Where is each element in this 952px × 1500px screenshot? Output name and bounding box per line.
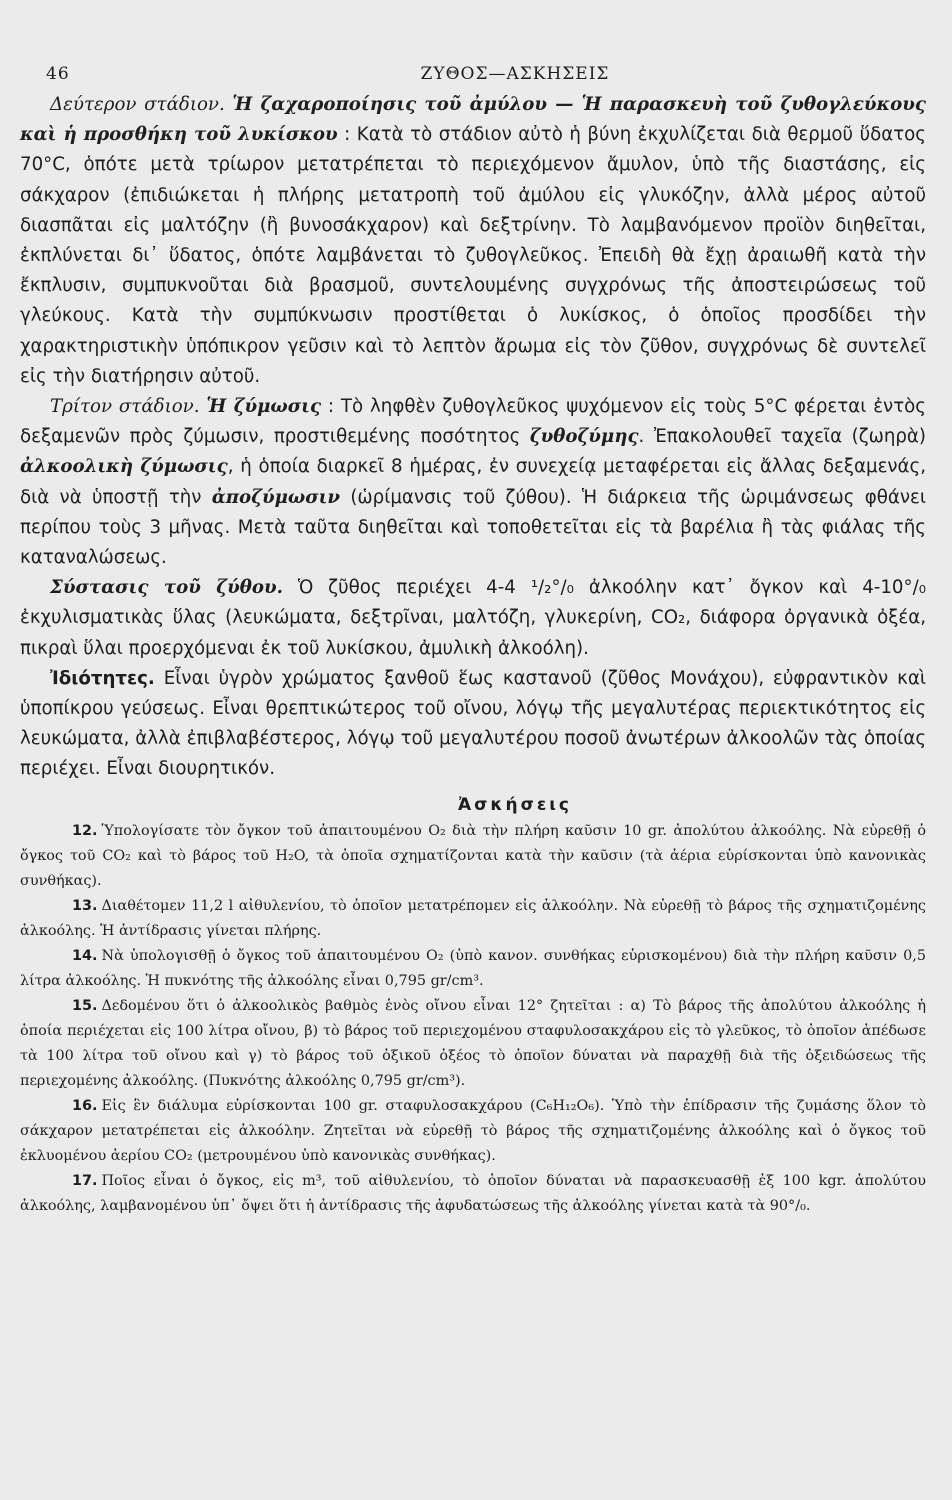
- exercise-text: Νὰ ὑπολογισθῇ ὁ ὄγκος τοῦ ἀπαιτουμένου O₂ (ὑπὸ κανον. συνθήκας εὑρισκομένου) διὰ τὴν πλήρη καῦσιν 0,5 λίτρα ἀλκοόλης. Ἡ πυκνότης τῆς ἀλκοόλης εἶναι 0,795 gr/cm³.: [20, 947, 926, 989]
- exercise-text: Διαθέτομεν 11,2 l αἰθυλενίου, τὸ ὁποῖον μετατρέπομεν εἰς ἀλκοόλην. Νὰ εὑρεθῇ τὸ βάρος τῆς σχηματιζομένης ἀλκοόλης. Ἡ ἀντίδρασις γίνεται πλήρης.: [20, 897, 926, 939]
- exercise-item: [20, 819, 926, 894]
- exercise-number: 16.: [72, 1097, 98, 1114]
- stage-three-text-4: (ὡρίμανσις τοῦ ζύθου). Ἡ διάρκεια τῆς ὡριμάνσεως φθάνει περίπου τοὺς 3 μῆνας. Μετὰ ταῦτα διηθεῖται καὶ τοποθετεῖται εἰς τὰ βαρέλια ἢ τὰς φιάλας τῆς καταναλώσεως.: [20, 486, 926, 569]
- exercise-number: 17.: [72, 1172, 98, 1189]
- page-number: 46: [46, 64, 70, 84]
- exercises-list: [20, 819, 926, 1219]
- composition-heading: Σύστασις τοῦ ζύθου.: [50, 577, 283, 599]
- exercise-item: [20, 1169, 926, 1219]
- exercise-item: [20, 994, 926, 1094]
- properties-heading: Ἰδιότητες.: [50, 667, 155, 689]
- exercises-heading: Ἀσκήσεις: [458, 794, 572, 815]
- stage-three-heading: Ἡ ζύμωσις: [206, 396, 322, 418]
- paragraph-stage-three: [20, 392, 926, 573]
- exercise-item: [20, 944, 926, 994]
- stage-two-heading: Ἡ ζαχαροποίησις τοῦ ἀμύλου — Ἡ παρασκευὴ τοῦ ζυθογλεύκους καὶ ἡ προσθήκη τοῦ λυκίσκου: [20, 94, 926, 146]
- running-title: ΖΥΘΟΣ—ΑΣΚΗΣΕΙΣ: [420, 64, 610, 84]
- exercise-number: 15.: [72, 997, 98, 1014]
- properties-text: Εἶναι ὑγρὸν χρώματος ξανθοῦ ἕως καστανοῦ (ζῦθος Μονάχου), εὐφραντικὸν καὶ ὑποπίκρου γεύσεως. Εἶναι θρεπτικώτερος τοῦ οἴνου, λόγῳ τῆς μεγαλυτέρας περιεκτικότητος εἰς λευκώματα, ἀλλὰ ἐπιβλαβέστερος, λόγῳ τοῦ μεγαλυτέρου ποσοῦ ἀνωτέρων ἀλκοολῶν τὰς ὁποίας περιέχει. Εἶναι διουρητικόν.: [20, 667, 926, 780]
- composition-text: Ὁ ζῦθος περιέχει 4-4 ¹/₂°/₀ ἀλκοόλην κατ᾽ ὄγκον καὶ 4-10°/₀ ἐκχυλισματικὰς ὕλας (λευκώματα, δεξτρῖναι, μαλτόζη, γλυκερίνη, CO₂, διάφορα ὀργανικὰ ὀξέα, πικραὶ ὕλαι προερχόμεναι ἐκ τοῦ λυκίσκου, ἀμυλικὴ ἀλκοόλη).: [20, 577, 926, 659]
- paragraph-properties: [20, 664, 926, 785]
- term-yeast: ζυθοζύμης: [529, 426, 639, 448]
- exercise-text: Δεδομένου ὅτι ὁ ἀλκοολικὸς βαθμὸς ἑνὸς οἴνου εἶναι 12° ζητεῖται : α) Τὸ βάρος τῆς ἀπολύτου ἀλκοόλης ἡ ὁποία περιέχεται εἰς 100 λίτρα οἴνου, β) τὸ βάρος τοῦ περιεχομένου σταφυλοσακχάρου εἰς τὸ γλεῦκος, τὸ ὁποῖον ἀπέδωσε τὰ 100 λίτρα τοῦ οἴνου καὶ γ) τὸ βάρος τοῦ ὀξικοῦ ὀξέος τὸ ὁποῖον δύναται νὰ παραχθῇ διὰ τῆς ὀξειδώσεως τῆς περιεχομένης ἀλκοόλης. (Πυκνότης ἀλκοόλης 0,795 gr/cm³).: [20, 997, 926, 1089]
- stage-three-text-1: : Τὸ ληφθὲν ζυθογλεῦκος ψυχόμενον εἰς τοὺς 5°C φέρεται ἐντὸς δεξαμενῶν πρὸς ζύμωσιν, προστιθεμένης ποσότητος: [20, 396, 926, 448]
- term-post-fermentation: ἀποζύμωσιν: [211, 486, 341, 508]
- term-alcoholic-fermentation: ἀλκοολικὴ ζύμωσις: [20, 456, 228, 478]
- exercise-text: Ὑπολογίσατε τὸν ὄγκον τοῦ ἀπαιτουμένου O₂ διὰ τὴν πλήρη καῦσιν 10 gr. ἀπολύτου ἀλκοόλης. Νὰ εὑρεθῇ ὁ ὄγκος τοῦ CO₂ καὶ τὸ βάρος τοῦ H₂O, τὰ ὁποῖα σχηματίζονται κατὰ τὴν καῦσιν (τὰ ἀέρια εὑρίσκονται ὑπὸ κανονικὰς συνθήκας).: [20, 822, 926, 889]
- stage-two-text: : Κατὰ τὸ στάδιον αὐτὸ ἡ βύνη ἐκχυλίζεται διὰ θερμοῦ ὕδατος 70°C, ὁπότε μετὰ τρίωρον μετατρέπεται τὸ περιεχόμενον ἄμυλον, ὑπὸ τῆς διαστάσης, εἰς σάκχαρον (ἐπιδιώκεται ἡ πλήρης μετατροπὴ τοῦ ἀμύλου εἰς γλυκόζην, ἀλλὰ μέρος αὐτοῦ διασπᾶται εἰς μαλτόζην (ἢ βυνοσάκχαρον) καὶ δεξτρίνην. Τὸ λαμβανόμενον προϊὸν διηθεῖται, ἐκπλύνεται δι᾽ ὕδατος, ὁπότε λαμβάνεται τὸ ζυθογλεῦκος. Ἐπειδὴ θὰ ἔχῃ ἀραιωθῆ κατὰ τὴν ἔκπλυσιν, συμπυκνοῦται διὰ βρασμοῦ, συντελουμένης συγχρόνως τῆς ἀποστειρώσεως τοῦ γλεύκους. Κατὰ τὴν συμπύκνωσιν προστίθεται ὁ λυκίσκος, ὁ ὁποῖος προσδίδει τὴν χαρακτηριστικὴν ὑπόπικρον γεῦσιν καὶ τὸ λεπτὸν ἄρωμα εἰς τὸν ζῦθον, συγχρόνως δὲ συντελεῖ εἰς τὴν διατήρησιν αὐτοῦ.: [20, 124, 926, 387]
- stage-three-lead: Τρίτον στάδιον.: [50, 396, 200, 418]
- exercise-item: [20, 1094, 926, 1169]
- exercise-item: [20, 894, 926, 944]
- exercise-number: 14.: [72, 947, 98, 964]
- paragraph-composition: [20, 573, 926, 664]
- stage-two-lead: Δεύτερον στάδιον.: [50, 94, 225, 115]
- stage-three-text-2: . Ἐπακολουθεῖ ταχεῖα (ζωηρὰ): [638, 426, 926, 448]
- exercise-text: Εἰς ἓν διάλυμα εὑρίσκονται 100 gr. σταφυλοσακχάρου (C₆H₁₂O₆). Ὑπὸ τὴν ἐπίδρασιν τῆς ζυμάσης ὅλον τὸ σάκχαρον μετατρέπεται εἰς ἀλκοόλην. Ζητεῖται νὰ εὑρεθῇ τὸ βάρος τῆς σχηματιζομένης ἀλκοόλης καὶ ὁ ὄγκος τοῦ ἐκλυομένου ἀερίου CO₂ (μετρουμένου ὑπὸ κανονικὰς συνθήκας).: [20, 1097, 926, 1164]
- stage-three-text-3: , ἡ ὁποία διαρκεῖ 8 ἡμέρας, ἐν συνεχείᾳ μεταφέρεται εἰς ἄλλας δεξαμενάς, διὰ νὰ ὑποστῇ τὴν: [20, 456, 927, 508]
- exercise-number: 12.: [72, 822, 98, 839]
- page-header: [46, 50, 926, 90]
- paragraph-stage-two: [20, 90, 926, 392]
- exercise-text: Ποῖος εἶναι ὁ ὄγκος, εἰς m³, τοῦ αἰθυλενίου, τὸ ὁποῖον δύναται νὰ παρασκευασθῇ ἐξ 100 kgr. ἀπολύτου ἀλκοόλης, λαμβανομένου ὑπ᾽ ὄψει ὅτι ἡ ἀντίδρασις τῆς ἀφυδατώσεως τῆς ἀλκοόλης γίνεται κατὰ τὰ 90°/₀.: [20, 1172, 926, 1214]
- body-text: [20, 90, 926, 785]
- exercise-number: 13.: [72, 897, 98, 914]
